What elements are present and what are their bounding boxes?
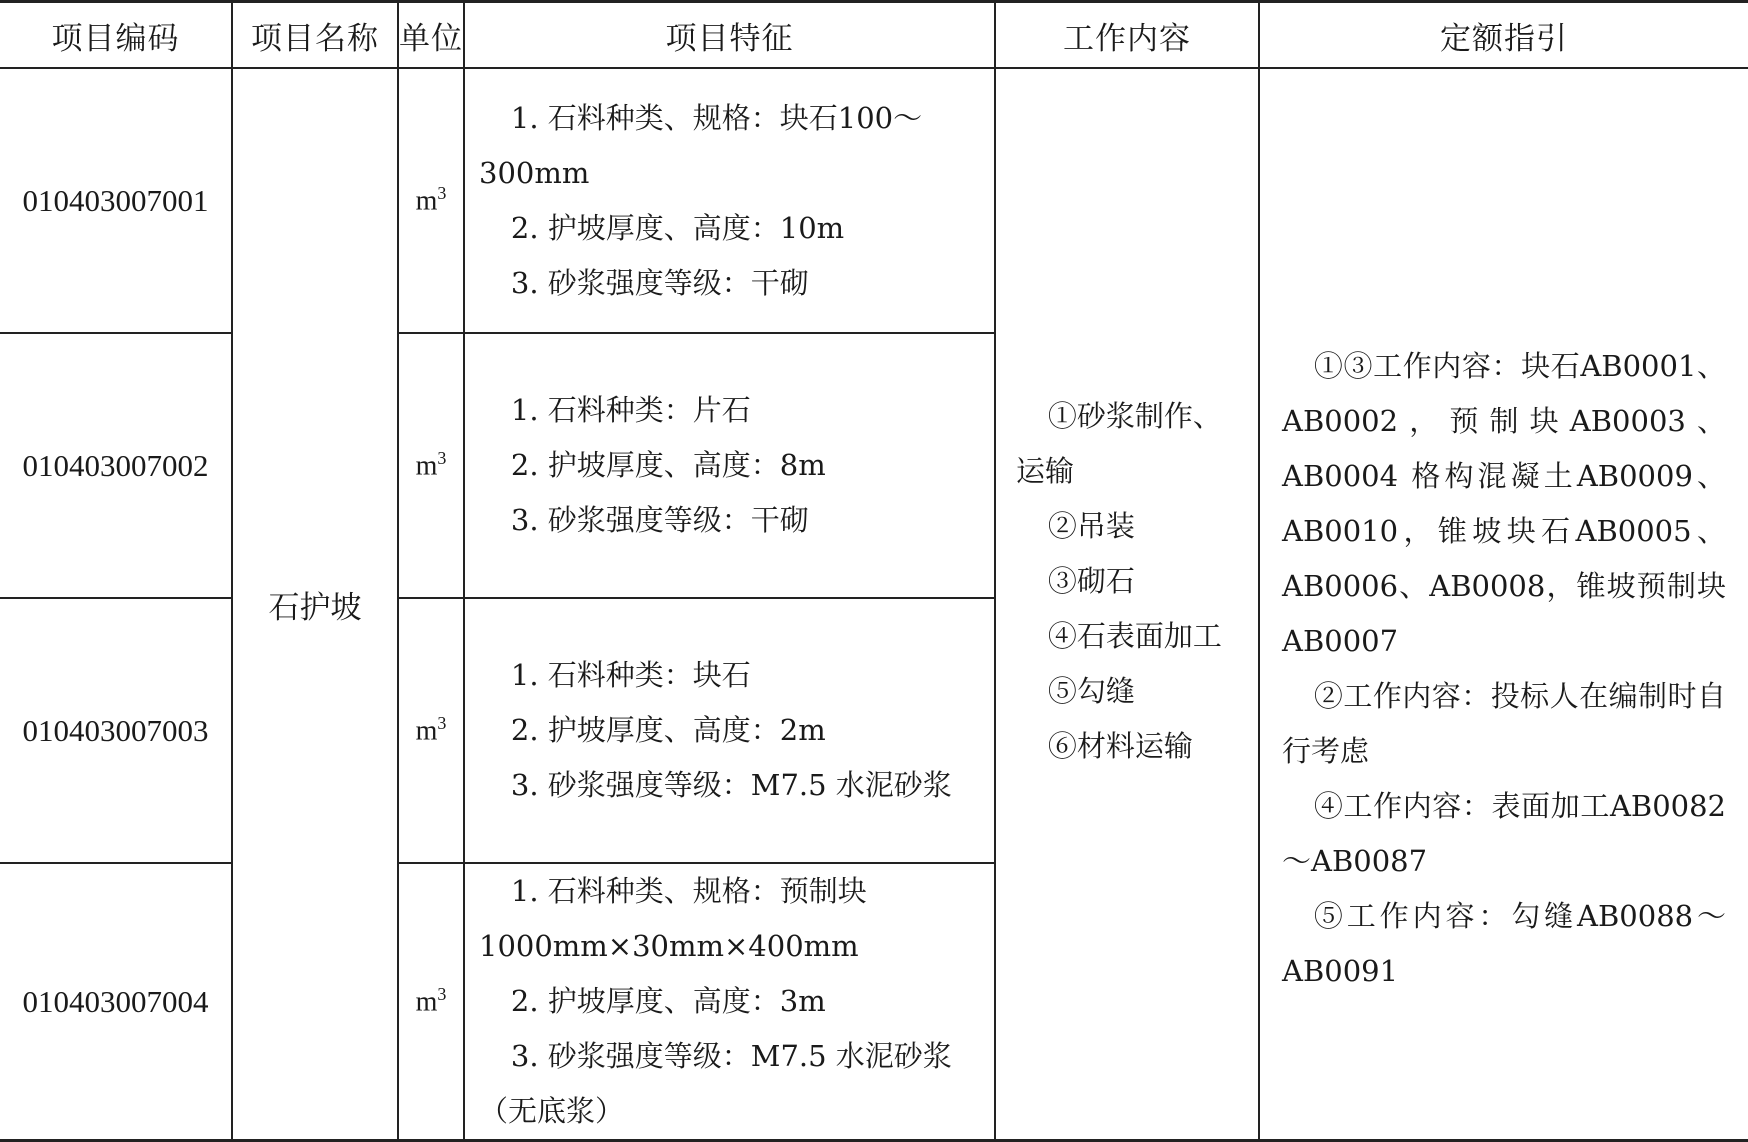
unit-base: m [415, 450, 438, 482]
work-content-line: ⑥材料运输 [1047, 729, 1193, 763]
feature-cell [464, 863, 995, 1141]
header-features: 项目特征 [464, 2, 995, 69]
work-content-line: ②吊装 [1047, 509, 1135, 543]
header-name: 项目名称 [232, 2, 398, 69]
quota-guide-line: ①③工作内容：块石AB0001、AB0002，预制块AB0003、AB0004 格构混凝土AB0009、AB0010，锥坡块石AB0005、AB0006、AB0008，锥坡预制块 AB0007 [1282, 349, 1726, 658]
unit-sup: 3 [437, 448, 447, 469]
unit-sup: 3 [437, 984, 447, 1005]
unit-base: m [415, 715, 438, 747]
feature-line: 2. 护坡厚度、高度：3m [510, 984, 826, 1018]
quota-guide-line: ②工作内容：投标人在编制时自行考虑 [1282, 679, 1726, 768]
item-name: 石护坡 [232, 68, 398, 1141]
work-content-line: ③砌石 [1047, 564, 1135, 598]
quota-guide-line: ⑤工作内容：勾缝AB0088～AB0091 [1282, 899, 1726, 988]
item-code: 010403007002 [0, 333, 232, 598]
header-row [0, 2, 1748, 69]
header-unit: 单位 [398, 2, 464, 69]
unit-cell [398, 333, 464, 598]
item-code: 010403007001 [0, 68, 232, 333]
feature-cell [464, 333, 995, 598]
work-content-line: ⑤勾缝 [1047, 674, 1135, 708]
feature-cell [464, 68, 995, 333]
work-content-line: ①砂浆制作、运输 [1016, 399, 1222, 488]
unit-sup: 3 [437, 713, 447, 734]
feature-line: 1. 石料种类、规格：块石100～300mm [479, 100, 923, 190]
feature-line: 2. 护坡厚度、高度：10m [510, 210, 845, 245]
quota-guide-cell [1259, 68, 1748, 1141]
header-code: 项目编码 [0, 2, 232, 69]
unit-base: m [415, 185, 438, 217]
feature-line: 2. 护坡厚度、高度：2m [510, 713, 826, 747]
feature-line: 3. 砂浆强度等级：干砌 [510, 503, 809, 537]
quota-guide-line: ④工作内容：表面加工AB0082～AB0087 [1282, 789, 1726, 878]
header-work-content: 工作内容 [995, 2, 1259, 69]
feature-line: 1. 石料种类：块石 [510, 658, 751, 692]
item-code: 010403007004 [0, 863, 232, 1141]
unit-cell [398, 68, 464, 333]
feature-line: 1. 石料种类：片石 [510, 393, 751, 427]
feature-line: 2. 护坡厚度、高度：8m [510, 448, 826, 482]
table-row [0, 68, 1748, 333]
unit-cell [398, 598, 464, 863]
item-code: 010403007003 [0, 598, 232, 863]
feature-cell [464, 598, 995, 863]
feature-line: 3. 砂浆强度等级：M7.5 水泥砂浆（无底浆） [479, 1039, 952, 1128]
work-content-cell [995, 68, 1259, 1141]
unit-base: m [415, 986, 438, 1018]
work-content-line: ④石表面加工 [1047, 619, 1222, 653]
feature-line: 1. 石料种类、规格：预制块1000mm×30mm×400mm [479, 874, 867, 963]
unit-sup: 3 [437, 183, 447, 204]
feature-line: 3. 砂浆强度等级：干砌 [510, 265, 809, 300]
feature-line: 3. 砂浆强度等级：M7.5 水泥砂浆 [510, 768, 952, 802]
header-quota-guide: 定额指引 [1259, 2, 1748, 69]
unit-cell [398, 863, 464, 1141]
